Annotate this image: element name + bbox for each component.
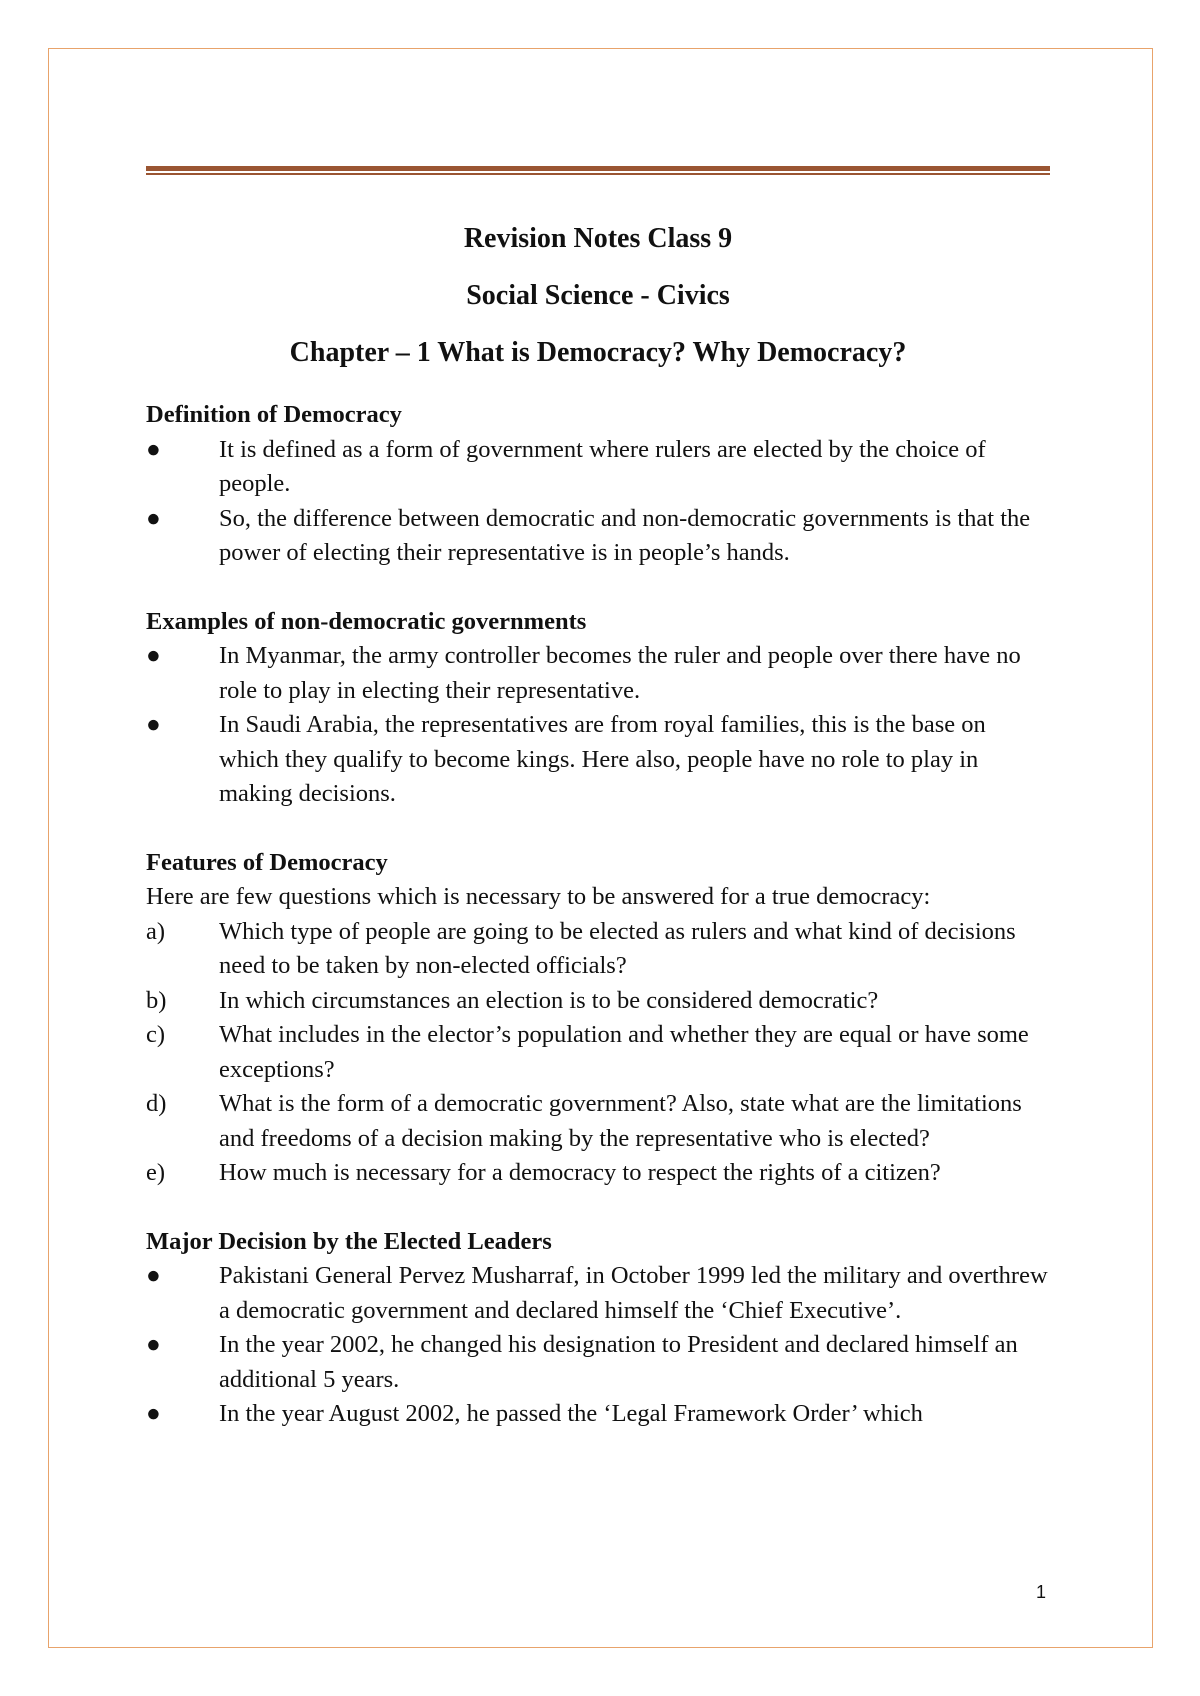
list-item-text: In which circumstances an election is to be considered democratic? <box>219 986 879 1014</box>
bullet-marker: ● <box>146 1400 161 1427</box>
list-item <box>146 502 1050 571</box>
list-item-text: What is the form of a democratic government? Also, state what are the limitations and freedoms of a decision making by the representative who is elected? <box>219 1090 1022 1152</box>
bullet-marker: ● <box>146 435 161 463</box>
list-marker: b) <box>146 986 167 1014</box>
page-number: 1 <box>1036 1582 1047 1602</box>
list-marker: e) <box>146 1159 166 1186</box>
section-title: Examples of non-democratic governments <box>146 607 587 635</box>
header-rule-thin <box>146 173 1050 175</box>
list-item-text: In Saudi Arabia, the representatives are from royal families, this is the base on which they qualify to become kings. Here also, people have no role to play in making decisions. <box>219 711 986 807</box>
list-marker: c) <box>146 1021 166 1048</box>
bullet-marker: ● <box>146 504 161 532</box>
section-title: Major Decision by the Elected Leaders <box>146 1227 552 1255</box>
list-item <box>146 1018 1050 1087</box>
section-examples <box>146 605 1050 812</box>
list-item <box>146 1259 1050 1328</box>
list-item <box>146 639 1050 708</box>
list-item <box>146 1087 1050 1156</box>
list-item <box>146 915 1050 984</box>
list-item-text: So, the difference between democratic and non-democratic governments is that the power of electing their representative is in people’s hands. <box>219 504 1031 566</box>
bullet-marker: ● <box>146 642 161 669</box>
list-item <box>146 984 1050 1019</box>
list-item <box>146 433 1050 502</box>
list-item-text: What includes in the elector’s population and whether they are equal or have some exceptions? <box>219 1021 1029 1083</box>
bullet-marker: ● <box>146 711 161 738</box>
section-definition <box>146 398 1050 571</box>
document-title: Revision Notes Class 9 <box>463 223 733 254</box>
list-item-text: It is defined as a form of government where rulers are elected by the choice of people. <box>219 435 986 497</box>
list-marker: d) <box>146 1090 167 1117</box>
list-item-text: In the year August 2002, he passed the ‘Legal Framework Order’ which <box>219 1400 923 1427</box>
list-item <box>146 1397 1050 1432</box>
list-item-text: In the year 2002, he changed his designation to President and declared himself an additional 5 years. <box>219 1331 1018 1393</box>
list-item-text: How much is necessary for a democracy to respect the rights of a citizen? <box>219 1159 941 1186</box>
bullet-marker: ● <box>146 1262 161 1289</box>
document-header <box>146 210 1050 381</box>
list-marker: a) <box>146 917 166 945</box>
document-body <box>146 398 1050 1466</box>
list-item <box>146 708 1050 812</box>
section-title: Features of Democracy <box>146 848 388 876</box>
list-item-text: Pakistani General Pervez Musharraf, in October 1999 led the military and overthrew a democratic government and declared himself the ‘Chief Executive’. <box>219 1262 1048 1324</box>
section-major-decision <box>146 1225 1050 1432</box>
list-item-text: In Myanmar, the army controller becomes the ruler and people over there have no role to play in electing their representative. <box>219 642 1021 704</box>
section-features <box>146 846 1050 1191</box>
header-rule <box>146 166 1050 175</box>
bullet-marker: ● <box>146 1331 161 1358</box>
list-item <box>146 1156 1050 1191</box>
header-rule-thick <box>146 166 1050 171</box>
chapter-title: Chapter – 1 What is Democracy? Why Democracy? <box>289 337 907 368</box>
list-item <box>146 1328 1050 1397</box>
section-title: Definition of Democracy <box>146 401 402 428</box>
list-item-text: Which type of people are going to be elected as rulers and what kind of decisions need to be taken by non-elected officials? <box>219 917 1016 979</box>
document-subject: Social Science - Civics <box>466 280 730 311</box>
section-intro: Here are few questions which is necessary to be answered for a true democracy: <box>146 883 931 910</box>
